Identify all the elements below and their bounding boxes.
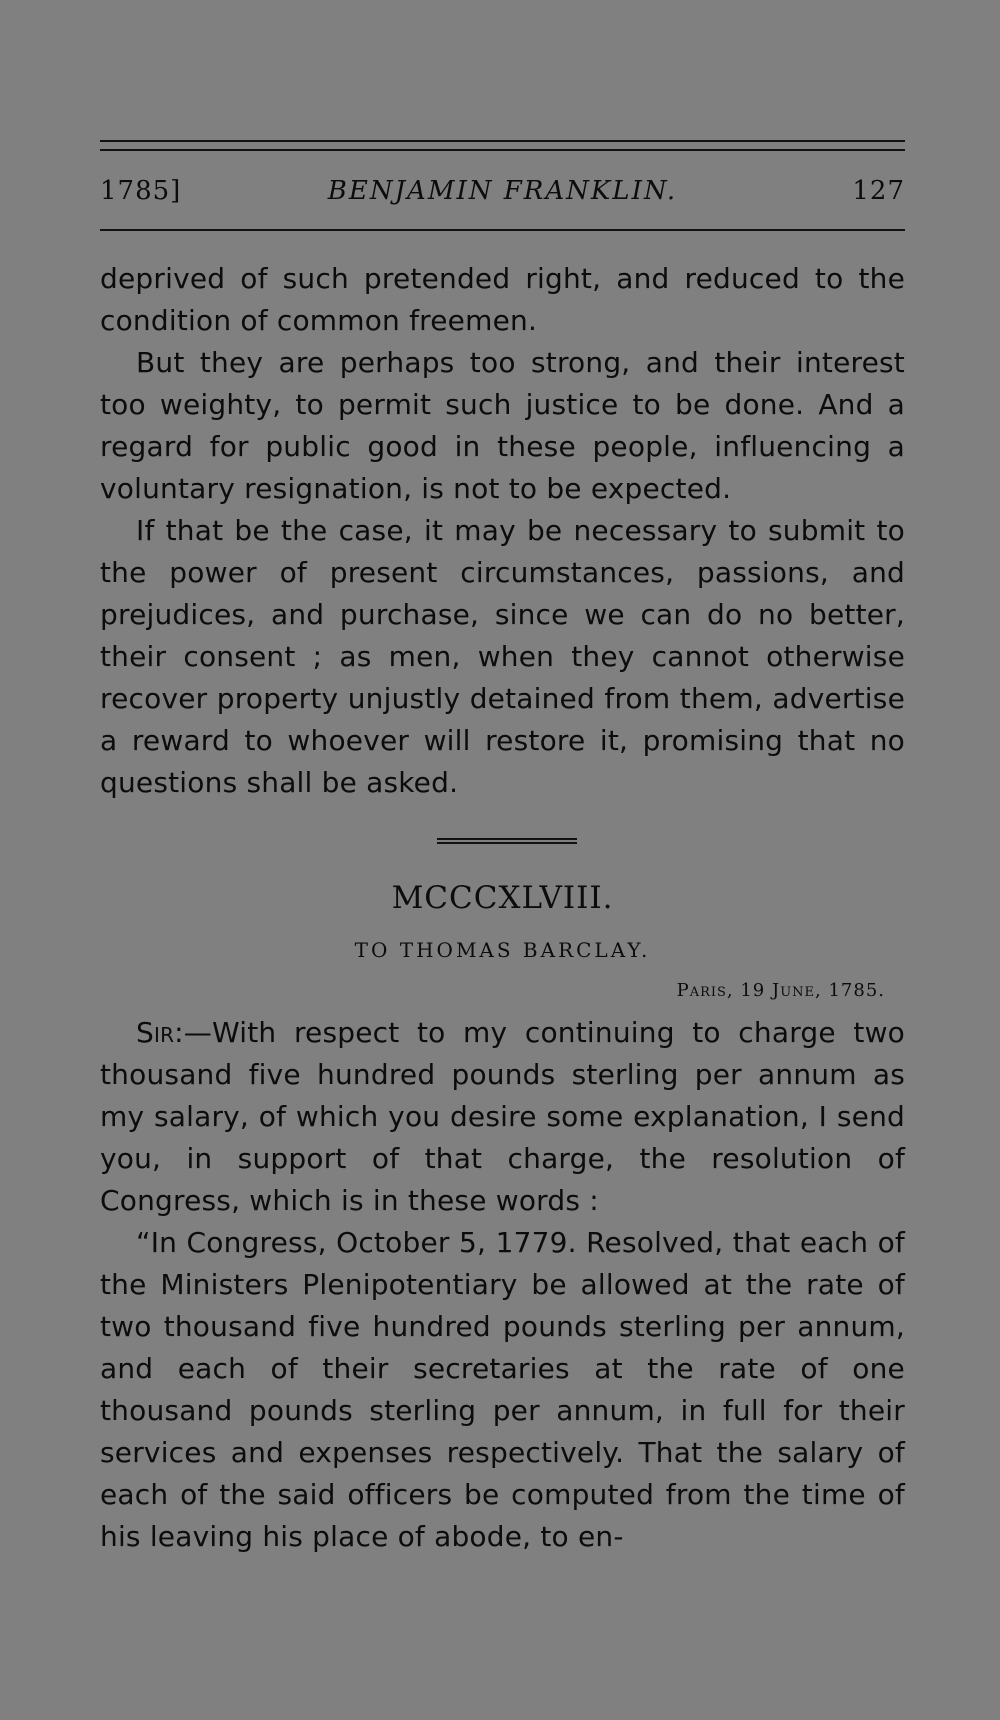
body-paragraph-1: deprived of such pretended right, and reduced to the condition of common freemen. <box>100 262 905 337</box>
letter-paragraph-2: “In Congress, October 5, 1779. Resolved, that each of the Ministers Plenipotentiary be allowed at the rate of two thousand five hundred pounds sterling per annum, and each of their secretaries at the rate of one thousand pounds sterling per annum, in full for their services and expenses respectively. That the salary of each of the said officers be computed from the time of his leaving his place of abode, to en- <box>100 1226 905 1553</box>
section-divider <box>437 838 577 844</box>
body-paragraph-2: But they are perhaps too strong, and their interest too weighty, to permit such justice to be done. And a regard for public good in these people, influencing a voluntary resignation, is not to be expected. <box>100 346 905 505</box>
body-paragraph-3: If that be the case, it may be necessary to submit to the power of present circumstances, passions, and prejudices, and purchase, since we can do no better, their consent ; as men, when they cannot otherwise recover property unjustly detained from them, advertise a reward to whoever will restore it, promising that no questions shall be asked. <box>100 514 905 799</box>
book-page <box>100 0 905 1720</box>
header-double-rule <box>100 140 905 151</box>
letter-dateline <box>677 980 885 1001</box>
running-head-title: BENJAMIN FRANKLIN. <box>327 176 678 206</box>
letter-recipient: TO THOMAS BARCLAY. <box>354 938 651 962</box>
letter-paragraph-1-text: :—With respect to my continuing to charge two thousand five hundred pounds sterling per annum as my salary, of which you desire some explanation, I send you, in support of that charge, the resolution of Congress, which is in these words : <box>100 1016 905 1217</box>
dateline-text: Paris, 19 June, 1785. <box>676 980 885 1001</box>
letter-number: MCCCXLVIII. <box>391 880 614 916</box>
page-number: 127 <box>852 176 905 206</box>
running-head <box>100 176 905 216</box>
letter-salutation: Sir <box>136 1016 175 1049</box>
body-text <box>100 258 905 804</box>
letter-paragraph-1 <box>100 1012 905 1222</box>
running-head-year: 1785] <box>100 176 182 206</box>
header-rule <box>100 229 905 231</box>
letter-text <box>100 1012 905 1558</box>
